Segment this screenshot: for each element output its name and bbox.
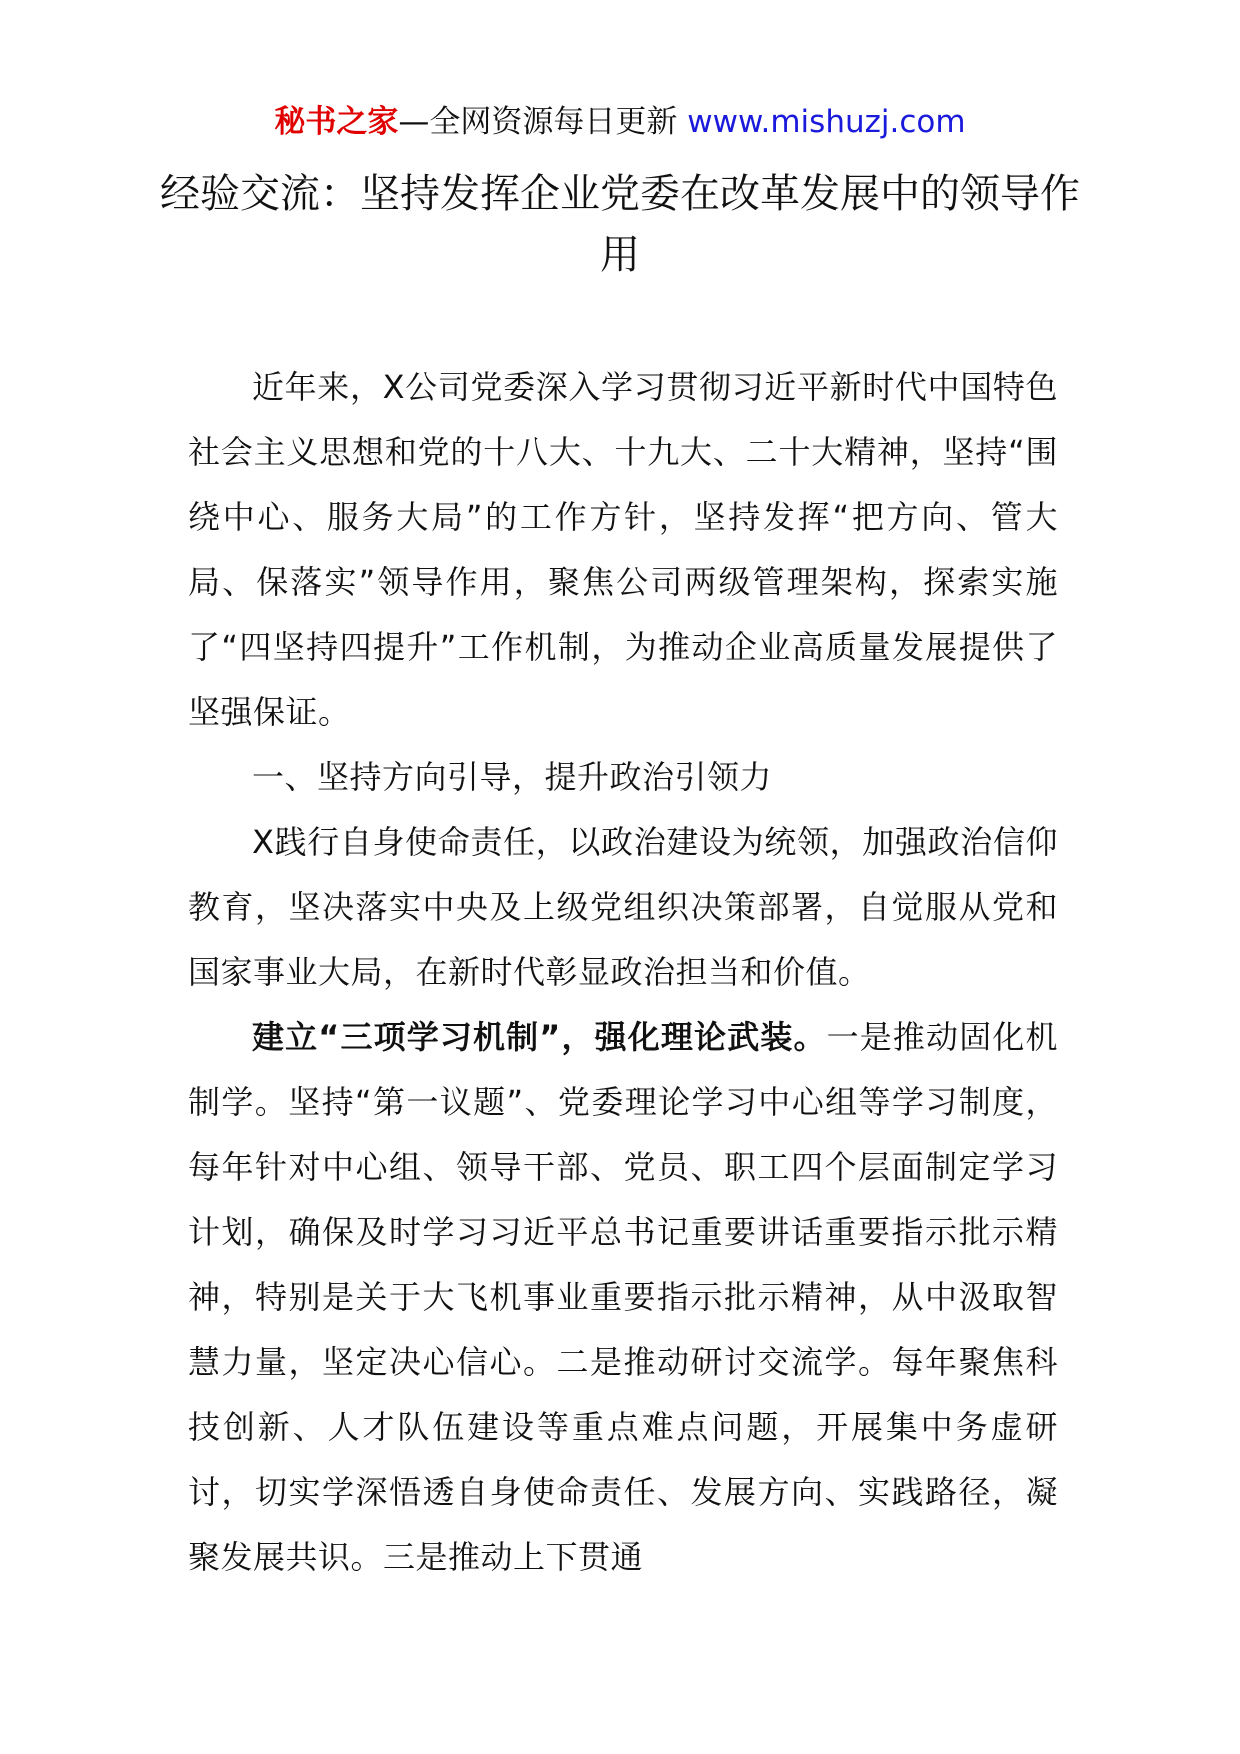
- brand-name: 秘书之家: [274, 104, 399, 140]
- header-slogan: —全网资源每日更新: [398, 104, 688, 140]
- paragraph-section-one: [188, 810, 1058, 1005]
- document-title: 经验交流：坚持发挥企业党委在改革发展中的领导作用: [160, 171, 1080, 278]
- site-header: [0, 100, 1240, 144]
- paragraph-text: X践行自身使命责任，以政治建设为统领，加强政治信仰教育，坚决落实中央及上级党组织决策部署，自觉服从党和国家事业大局，在新时代彰显政治担当和价值。: [188, 823, 1058, 991]
- section-heading-text: 一、坚持方向引导，提升政治引领力: [252, 758, 773, 796]
- section-heading: [188, 745, 1058, 810]
- paragraph-text: 一是推动固化机制学。坚持“第一议题”、党委理论学习中心组等学习制度，每年针对中心组、领导干部、党员、职工四个层面制定学习计划，确保及时学习习近平总书记重要讲话重要指示批示精神，特别是关于大飞机事业重要指示批示精神，从中汲取智慧力量，坚定决心信心。二是推动研讨交流学。每年聚焦科技创新、人才队伍建设等重点难点问题，开展集中务虚研讨，切实学深悟透自身使命责任、发展方向、实践路径，凝聚发展共识。三是推动上下贯通: [188, 1018, 1058, 1576]
- paragraph-lead: 建立“三项学习机制”，强化理论武装。: [252, 1018, 827, 1056]
- paragraph-study-mechanism: [188, 1005, 1058, 1590]
- site-url[interactable]: www.mishuzj.com: [687, 104, 966, 140]
- paragraph-text: 近年来，X公司党委深入学习贯彻习近平新时代中国特色社会主义思想和党的十八大、十九大、二十大精神，坚持“围绕中心、服务大局”的工作方针，坚持发挥“把方向、管大局、保落实”领导作用，聚焦公司两级管理架构，探索实施了“四坚持四提升”工作机制，为推动企业高质量发展提供了坚强保证。: [188, 368, 1058, 731]
- document-body: [188, 355, 1058, 1590]
- paragraph-intro: [188, 355, 1058, 745]
